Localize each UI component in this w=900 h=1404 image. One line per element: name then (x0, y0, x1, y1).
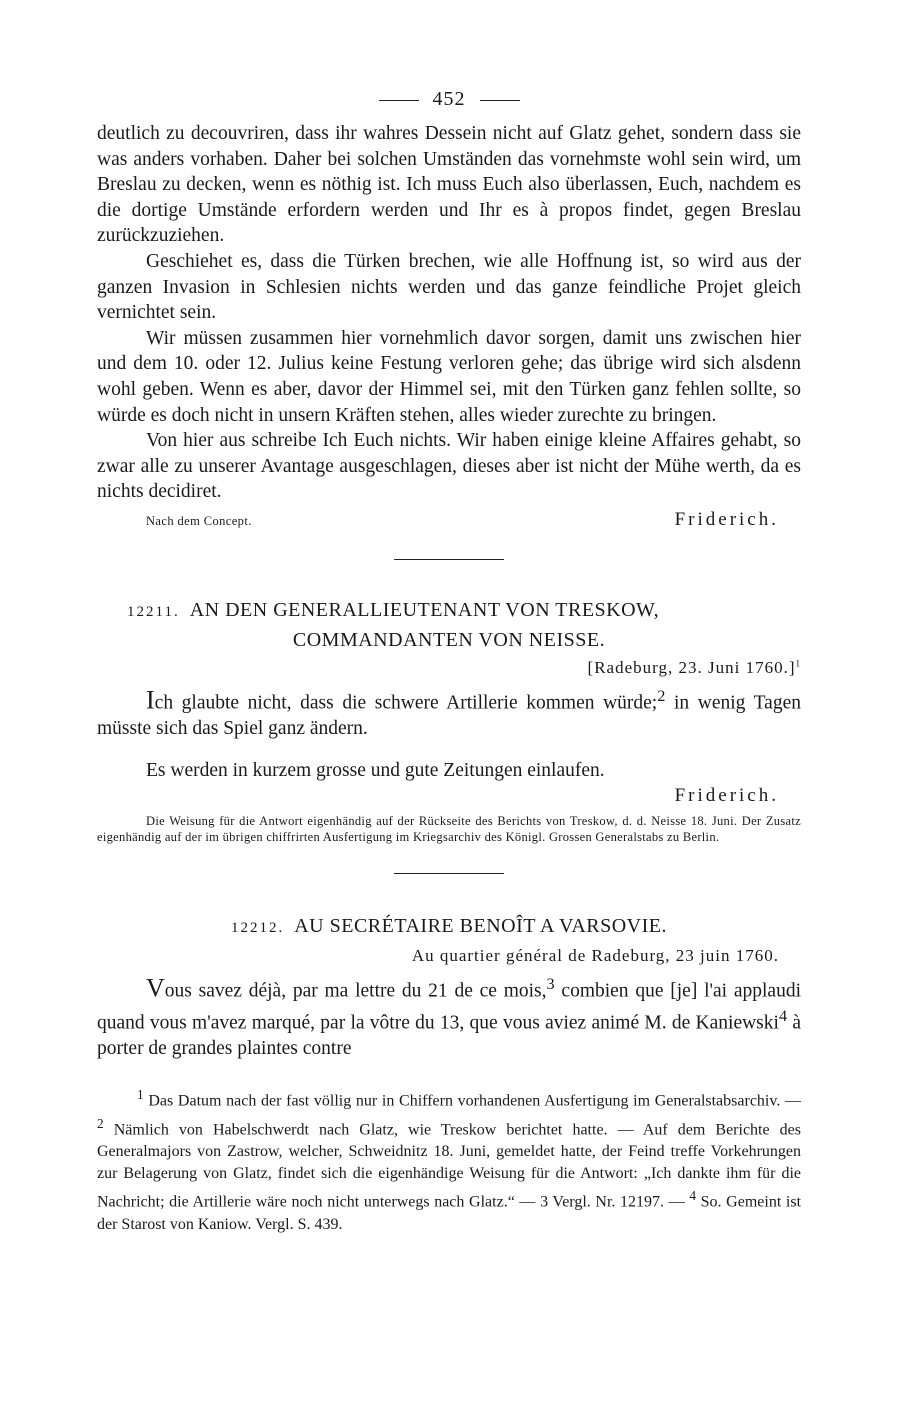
footnote-marker: 4 (689, 1188, 697, 1204)
letter-12211 (97, 596, 801, 845)
signature: Friderich. (674, 508, 779, 530)
footnotes (97, 1084, 801, 1236)
letter-recipient: AN DEN GENERALLIEUTENANT VON TRESKOW, (189, 598, 660, 621)
letter-12212 (97, 912, 801, 1062)
source-note: Nach dem Concept. (146, 513, 252, 528)
paragraph: deutlich zu decouvriren, dass ihr wahres Dessein nicht auf Glatz gehet, sondern dass sie was anders vorhaben. Daher bei solchen Umständen das vornehmste wohl sein wird, um Breslau zu decken, wenn es nöthig ist. Ich muss Euch also überlassen, Euch, nachdem es die dortige Umstände erfordern werden und Ihr es à propos findet, gegen Breslau zurückzuziehen. (97, 123, 801, 247)
letter-heading (97, 596, 801, 654)
section-divider (394, 559, 504, 560)
dateline: Au quartier général de Radeburg, 23 juin 1760. (411, 946, 779, 966)
footnote-marker: 3 (540, 1193, 549, 1211)
footnote-marker: 1 (137, 1086, 144, 1102)
signature-row (97, 509, 801, 531)
archival-note: Die Weisung für die Antwort eigenhändig auf der Rückseite des Berichts von Treskow, d. d. Neisse 18. Juni. Der Zusatz eigenhändig auf der im übrigen chiffrirten Ausfertigung im Kriegsarchiv des Königl. Grossen Generalstabs zu Berlin. (97, 814, 801, 845)
page (97, 88, 801, 1236)
header-rule-right (480, 100, 520, 101)
paragraph: Es werden in kurzem grosse und gute Zeitungen einlaufen. (146, 759, 605, 781)
page-header (97, 88, 801, 111)
page-number: 452 (432, 88, 466, 110)
footnote-ref: 1 (795, 658, 801, 669)
letter-number: 12211. (127, 603, 180, 620)
footnote-marker: 2 (97, 1115, 104, 1131)
dateline: [Radeburg, 23. Juni 1760.]$^1$ (587, 657, 801, 677)
footnote-ref: 3 (546, 975, 555, 994)
letter-heading (97, 912, 801, 942)
signature: Friderich. (674, 785, 779, 807)
header-rule-left (379, 100, 419, 101)
letter-recipient: AU SECRÉTAIRE BENOÎT A VARSOVIE. (294, 915, 668, 938)
letter-recipient-line2: COMMANDANTEN VON NEISSE. (292, 628, 606, 651)
initial-letter: I (146, 685, 155, 715)
initial-letter: V (146, 973, 165, 1003)
previous-letter-continuation (97, 121, 801, 531)
footnote-ref: 4 (778, 1007, 788, 1026)
paragraph: Ich glaubte nicht, dass die schwere Artillerie kommen würde;$^2$ in wenig Tagen müsste sich das Spiel ganz ändern. (97, 685, 801, 739)
paragraph: Vous savez déjà, par ma lettre du 21 de ce mois,$^3$ combien que [je] l'ai applaudi quand vous m'avez marqué, par la vôtre du 13, que vous aviez animé M. de Kaniewski$^4$ à porter de grandes plaintes contre (97, 973, 801, 1060)
paragraph: Geschiehet es, dass die Türken brechen, wie alle Hoffnung ist, so wird aus der ganzen Invasion in Schlesien nichts werden und das ganze feindliche Projet gleich vernichtet sein. (97, 250, 801, 324)
section-divider (394, 873, 504, 874)
footnote-block: $^1$ Das Datum nach der fast völlig nur in Chiffern vorhandenen Ausfertigung im Generalstabsarchiv. — $^2$ Nämlich von Habelschwerdt nach Glatz, wie Treskow berichtet hatte. — Auf dem Berichte des Generalmajors von Zastrow, welcher, Schweidnitz 18. Juni, gemeldet hatte, der Feind treffe Vorkehrungen zur Belagerung von Glatz, findet sich die eigenhändige Weisung für die Antwort: „Ich dankte ihm für die Nachricht; die Artillerie wäre noch nicht unterwegs nach Glatz.“ — 3 Vergl. Nr. 12197. — $^4$ So. Gemeint ist der Starost von Kaniow. Vergl. S. 439. (97, 1086, 802, 1233)
paragraph: Von hier aus schreibe Ich Euch nichts. Wir haben einige kleine Affaires gehabt, so zwar alle zu unserer Avantage ausgeschlagen, dieses aber ist nicht der Mühe werth, da es nichts decidiret. (97, 430, 801, 503)
paragraph: Wir müssen zusammen hier vornehmlich davor sorgen, damit uns zwischen hier und dem 10. oder 12. Julius keine Festung verloren gehe; das übrige wird sich alsdenn wohl geben. Wenn es aber, davor der Himmel sei, mit den Türken ganz fehlen sollte, so würde es doch nicht in unsern Kräften stehen, alles wieder zurechte zu bringen. (97, 327, 801, 426)
letter-number: 12212. (230, 920, 285, 937)
footnote-ref: 2 (657, 686, 666, 705)
